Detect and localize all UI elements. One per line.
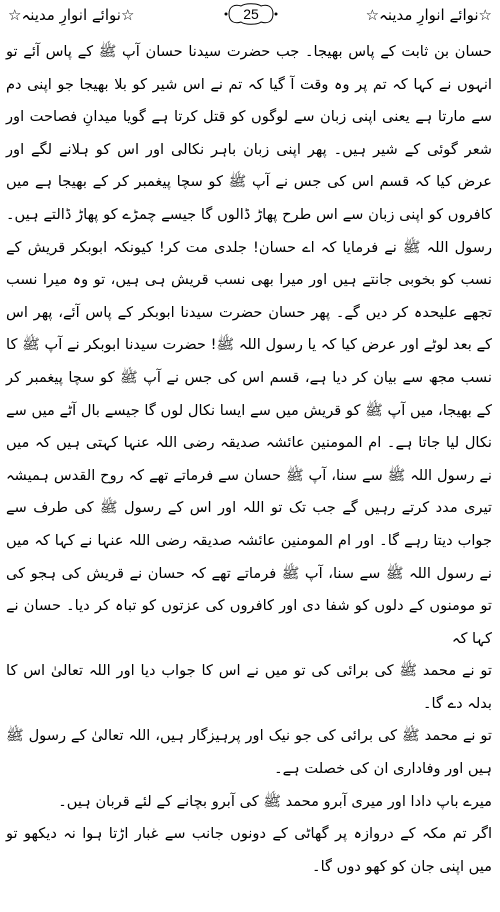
page-number-text: 25 xyxy=(243,6,259,22)
paragraph-verse-1: تو نے محمد ﷺ کی برائی کی تو میں نے اس کا جواب دیا اور اللہ تعالیٰ اس کا بدلہ دے گا۔ xyxy=(6,662,492,712)
header-left-title: ☆نوائے انوارِ مدینہ☆ xyxy=(8,6,135,24)
header-right-title: ☆نوائے انوارِ مدینہ☆ xyxy=(365,6,492,24)
paragraph-verse-3: میرے باپ دادا اور میری آبرو محمد ﷺ کی آبرو بچانے کے لئے قربان ہیں۔ xyxy=(58,792,492,810)
paragraph-verse-4: اگر تم مکہ کے دروازہ پر گھاٹی کے دونوں جانب سے غبار اڑتا ہوا نہ دیکھو تو میں اپنی جان کو کھو دوں گا۔ xyxy=(6,825,492,875)
paragraph-verse-2: تو نے محمد ﷺ کی برائی کی جو نیک اور پرہیزگار ہیں، اللہ تعالیٰ کے رسول ﷺ ہیں اور وفاداری ان کی خصلت ہے۔ xyxy=(6,727,492,778)
article-body xyxy=(6,36,492,883)
page-number xyxy=(223,2,279,26)
page-header xyxy=(0,0,500,30)
paragraph-narrative: حسان بن ثابت کے پاس بھیجا۔ جب حضرت سیدنا حسان آپ ﷺ کے پاس آئے تو انہوں نے کہا کہ تم پر وہ وقت آ گیا کہ تم نے اس شیر کو بلا بھیجا جو اپنی دم سے مارتا ہے یعنی اپنی زبان سے لوگوں کو قتل کرتا ہے گویا میدانِ فصاحت اور شعر گوئی کے شیر ہیں۔ پھر اپنی زبان باہر نکالی اور اس کو ہلانے لگے اور عرض کیا کہ قسم اس کی جس نے آپ ﷺ کو سچا پیغمبر کر کے بھیجا ہے میں کافروں کو اپنی زبان سے اس طرح پھاڑ ڈالوں گا جیسے چمڑے کو پھاڑ ڈالتے ہیں۔ رسول اللہ ﷺ نے فرمایا کہ اے حسان! جلدی مت کر! کیونکہ ابوبکر قریش کے نسب کو بخوبی جانتے ہیں اور میرا بھی نسب قریش ہی ہیں، تو وہ میرا نسب تجھے علیحدہ کر دیں گے۔ پھر حسان حضرت سیدنا ابوبکر کے پاس آئے، پھر اس کے بعد لوٹے اور عرض کیا کہ یا رسول اللہ ﷺ! حضرت سیدنا ابوبکر نے آپ ﷺ کا نسب مجھ سے بیان کر دیا ہے، قسم اس کی جس نے آپ ﷺ کو سچا پیغمبر کر کے بھیجا، میں آپ ﷺ کو قریش میں سے ایسا نکال لوں گا جیسے بال آٹے میں سے نکال لیا جاتا ہے۔ ام المومنین عائشہ صدیقہ رضی اللہ عنہا کہتی ہیں کہ میں نے رسول اللہ ﷺ سے سنا، آپ ﷺ حسان سے فرماتے تھے کہ روح القدس ہمیشہ تیری مدد کرتے رہیں گے جب تک تو اللہ اور اس کے رسول ﷺ کی طرف سے جواب دیتا رہے گا۔ اور ام المومنین عائشہ صدیقہ رضی اللہ عنہا نے کہا کہ میں نے رسول اللہ ﷺ سے سنا، آپ ﷺ فرماتے تھے کہ حسان نے قریش کی ہجو کی تو مومنوں کے دلوں کو شفا دی اور کافروں کی عزتوں کو تباہ کر دیا۔ حسان نے کہا کہ xyxy=(6,43,492,647)
